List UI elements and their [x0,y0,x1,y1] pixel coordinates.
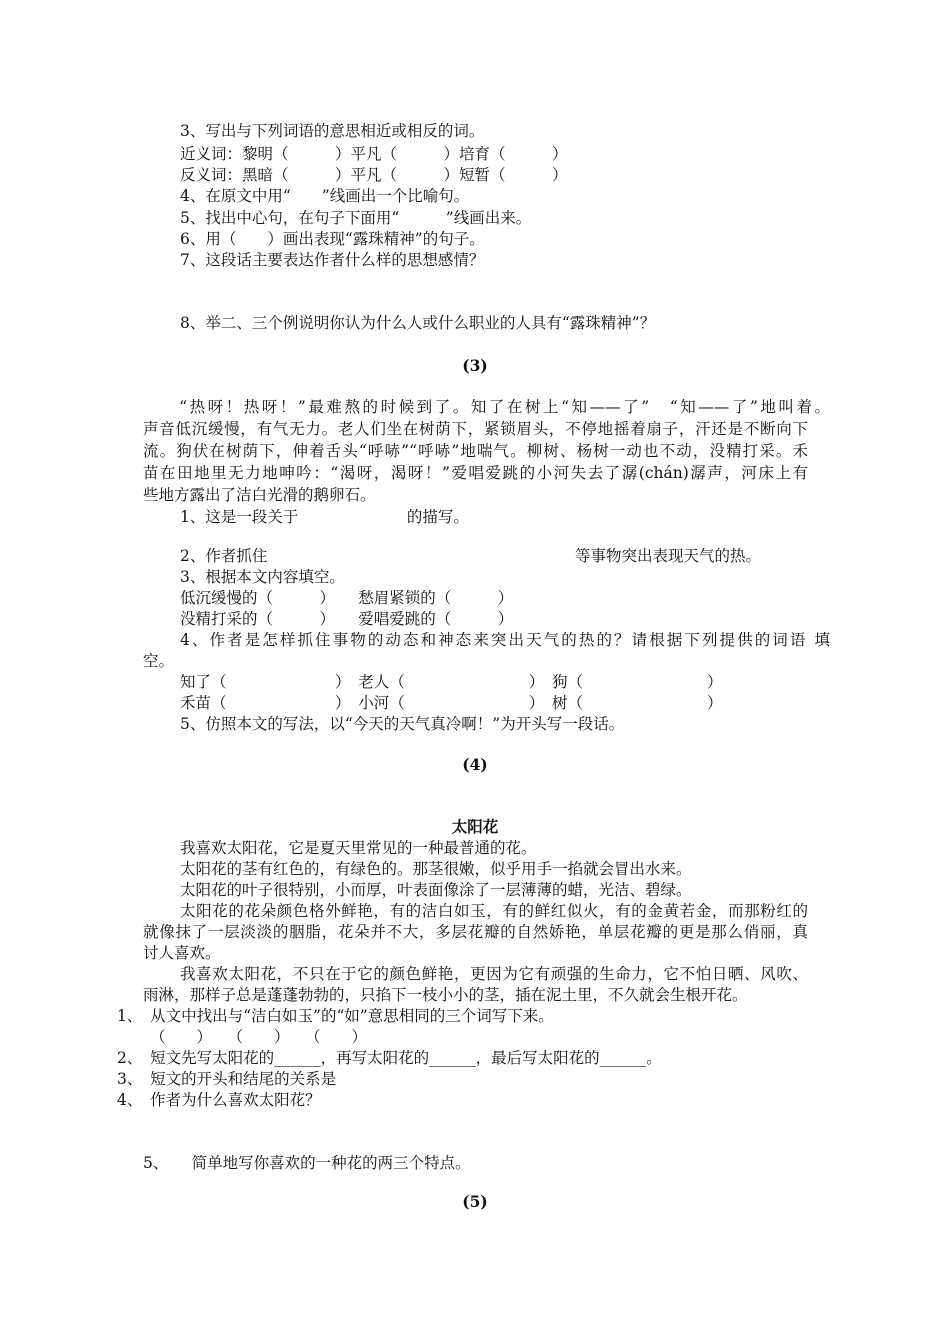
question-5: 5、 简单地写你喜欢的一种花的两三个特点。 [143,1154,471,1172]
question-3: 3、写出与下列词语的意思相近或相反的词。 [180,122,485,140]
fill-row: 禾苗（ ） 小河（ ） 树（ ） [180,694,723,712]
answer-blanks: （ ） （ ） （ ） [150,1028,368,1046]
passage-line: 些地方露出了洁白光滑的鹅卵石。 [143,486,376,504]
question-8: 8、举二、三个例说明你认为什么人或什么职业的人具有“露珠精神”？ [180,314,656,332]
question-3: 3、根据本文内容填空。 [180,568,345,586]
question-1: 1、这是一段关于 的描写。 [180,508,469,526]
question-4-cont: 空。 [143,652,175,670]
question-2-end: 等事物突出表现天气的热。 [575,547,762,565]
question-5: 5、仿照本文的写法，以“今天的天气真冷啊！”为开头写一段话。 [180,715,625,733]
section-number-4: (4) [462,755,488,774]
passage-line: 我喜欢太阳花，不只在于它的颜色鲜艳，更因为它有顽强的生命力，它不怕日晒、风吹、 [180,965,808,983]
passage-title: 太阳花 [451,817,499,836]
passage-line: 我喜欢太阳花，它是夏天里常见的一种最普通的花。 [180,839,537,857]
section-number-5: (5) [462,1192,488,1211]
antonym-line: 反义词：黑暗（ ）平凡（ ）短暂（ ） [180,166,568,184]
fill-row: 低沉缓慢的（ ） 愁眉紧锁的（ ） [180,589,514,607]
section-number-3: (3) [462,356,488,375]
fill-row: 没精打采的（ ） 爱唱爱跳的（ ） [180,610,514,628]
question-2: 2、作者抓住 [180,547,268,565]
passage-line: 太阳花的花朵颜色格外鲜艳，有的洁白如玉，有的鲜红似火，有的金黄若金，而那粉红的 [180,902,808,920]
question-3: 3、 短文的开头和结尾的关系是 [117,1070,337,1088]
passage-line: 流。狗伏在树荫下，伸着舌头“呼哧”“呼哧”地喘气。柳树、杨树一动也不动，没精打采。禾 [143,442,808,460]
passage-line: 雨淋，那样子总是蓬蓬勃勃的，只掐下一枝小小的茎，插在泥土里，不久就会生根开花。 [143,986,748,1004]
passage-line: 就像抹了一层淡淡的胭脂，花朵并不大，多层花瓣的自然娇艳，单层花瓣的更是那么俏丽，真 [143,923,808,941]
fill-row: 知了（ ） 老人（ ） 狗（ ） [180,673,723,691]
passage-line: 声音低沉缓慢，有气无力。老人们坐在树荫下，紧锁眉头，不停地摇着扇子，汗还是不断向下 [143,420,808,438]
passage-line: 苗在田地里无力地呻吟：“渴呀，渴呀！”爱唱爱跳的小河失去了潺(chán)潺声，河床上有 [143,464,808,482]
question-6: 6、用（ ）画出表现“露珠精神”的句子。 [180,230,485,248]
question-1: 1、 从文中找出与“洁白如玉”的“如”意思相同的三个词写下来。 [117,1007,554,1025]
question-4: 4、 作者为什么喜欢太阳花？ [117,1091,321,1109]
question-4: 4、在原文中用“ ”线画出一个比喻句。 [180,187,470,205]
question-5: 5、找出中心句，在句子下面用“ ”线画出来。 [180,209,532,227]
question-7: 7、这段话主要表达作者什么样的思想感情？ [180,251,485,269]
synonym-line: 近义词：黎明（ ）平凡（ ）培育（ ） [180,145,568,163]
passage-line: 太阳花的茎有红色的，有绿色的。那茎很嫩，似乎用手一掐就会冒出水来。 [180,860,692,878]
passage-line: 太阳花的叶子很特别，小而厚，叶表面像涂了一层薄薄的蜡，光洁、碧绿。 [180,881,692,899]
question-4: 4、作者是怎样抓住事物的动态和神态来突出天气的热的？请根据下列提供的词语 填 [180,631,830,649]
passage-line: “热呀！热呀！”最难熬的时候到了。知了在树上“知——了” “知——了”地叫着。 [143,398,830,416]
question-2: 2、 短文先写太阳花的______，再写太阳花的______，最后写太阳花的______。 [117,1049,662,1067]
passage-line: 讨人喜欢。 [143,944,221,962]
